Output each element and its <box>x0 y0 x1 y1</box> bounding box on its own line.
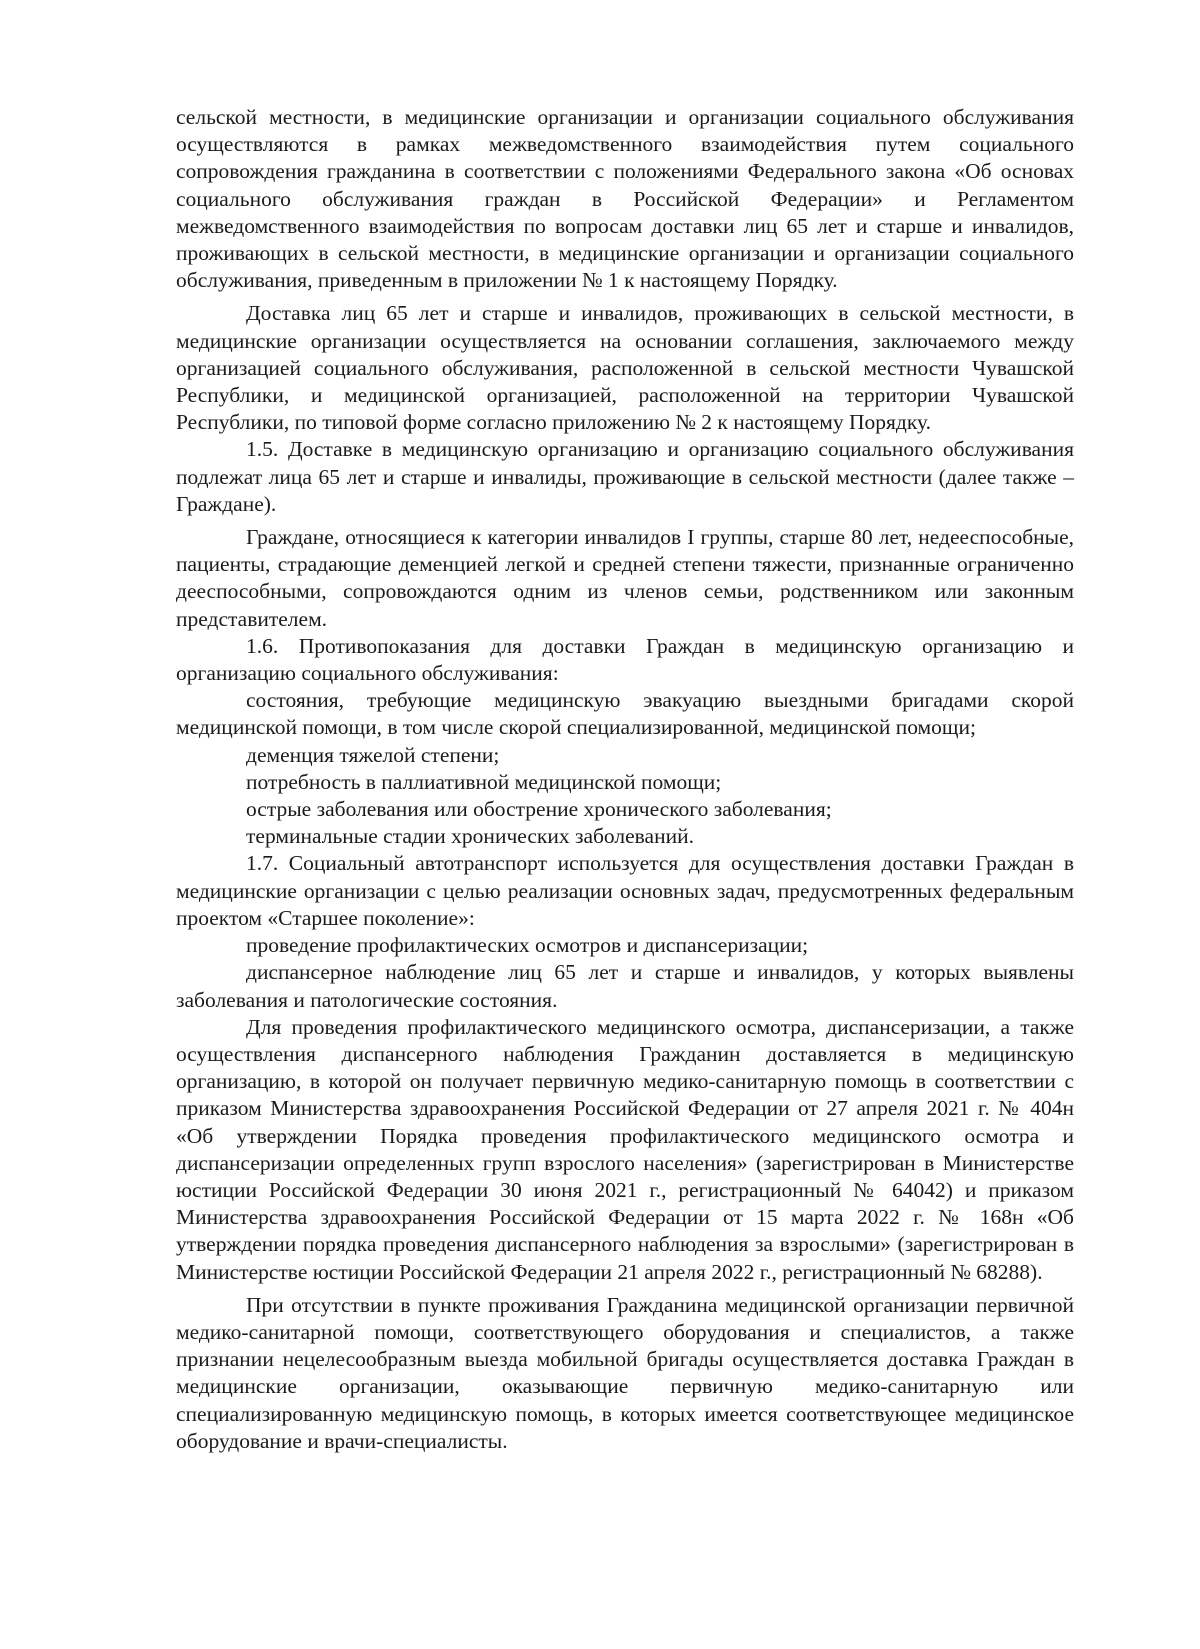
contraindication-item: состояния, требующие медицинскую эвакуацию выездными бригадами скорой медицинской помощи, в том числе скорой специализированной, медицинской помощи; <box>176 688 1074 740</box>
paragraph-accompanied-citizens: Граждане, относящиеся к категории инвалидов I группы, старше 80 лет, недееспособные, пациенты, страдающие деменцией легкой и средней степени тяжести, признанные ограниченно дееспособными, сопровождаются одним из членов семьи, родственником или законным представителем. <box>176 525 1074 631</box>
paragraph-continuation: сельской местности, в медицинские организации и организации социального обслуживания осуществляются в рамках межведомственного взаимодействия путем социального сопровождения гражданина в соответствии с положениями Федерального закона «Об основах социального обслуживания граждан в Российской Федерации» и Регламентом межведомственного взаимодействия по вопросам доставки лиц 65 лет и старше и инвалидов, проживающих в сельской местности, в медицинские организации и организации социального обслуживания, приведенным в приложении № 1 к настоящему Порядку. <box>176 105 1074 293</box>
task-item: диспансерное наблюдение лиц 65 лет и старше и инвалидов, у которых выявлены заболевания и патологические состояния. <box>176 960 1074 1012</box>
contraindication-item: терминальные стадии хронических заболеваний. <box>246 824 694 849</box>
paragraph-1-6: 1.6. Противопоказания для доставки Граждан в медицинскую организацию и организацию социального обслуживания: <box>176 633 1074 686</box>
paragraph-delivery-agreement: Доставка лиц 65 лет и старше и инвалидов, проживающих в сельской местности, в медицинские организации осуществляется на основании соглашения, заключаемого между организацией социального обслуживания, расположенной в сельской местности Чувашской Республики, и медицинской организацией, расположенной на территории Чувашской Республики, по типовой форме согласно приложению № 2 к настоящему Порядку. <box>176 301 1074 435</box>
paragraph-absence-of-organization: При отсутствии в пункте проживания Гражданина медицинской организации первичной медико-санитарной помощи, соответствующего оборудования и специалистов, а также признании нецелесообразным выезда мобильной бригады осуществляется доставка Граждан в медицинские организации, оказывающие первичную медико-санитарную или специализированную медицинскую помощь, в которых имеется соответствующее медицинское оборудование и врачи-специалисты. <box>176 1292 1074 1453</box>
task-item: проведение профилактических осмотров и диспансеризации; <box>246 933 809 958</box>
paragraph-1-5: 1.5. Доставке в медицинскую организацию и организацию социального обслуживания подлежат лица 65 лет и старше и инвалиды, проживающие в сельской местности (далее также – Граждане). <box>176 437 1074 516</box>
contraindication-item: потребность в паллиативной медицинской помощи; <box>246 769 722 794</box>
paragraph-1-7: 1.7. Социальный автотранспорт используется для осуществления доставки Граждан в медицинские организации с целью реализации основных задач, предусмотренных федеральным проектом «Старшее поколение»: <box>176 851 1074 930</box>
contraindication-item: острые заболевания или обострение хронического заболевания; <box>246 797 832 822</box>
paragraph-medical-examination: Для проведения профилактического медицинского осмотра, диспансеризации, а также осуществления диспансерного наблюдения Гражданин доставляется в медицинскую организацию, в которой он получает первичную медико-санитарную помощь в соответствии с приказом Министерства здравоохранения Российской Федерации от 27 апреля 2021 г. № 404н «Об утверждении Порядка проведения профилактического медицинского осмотра и диспансеризации определенных групп взрослого населения» (зарегистрирован в Министерстве юстиции Российской Федерации 30 июня 2021 г., регистрационный № 64042) и приказом Министерства здравоохранения Российской Федерации от 15 марта 2022 г. № 168н «Об утверждении порядка проведения диспансерного наблюдения за взрослыми» (зарегистрирован в Министерстве юстиции Российской Федерации 21 апреля 2022 г., регистрационный № 68288). <box>176 1014 1074 1284</box>
contraindication-item: деменция тяжелой степени; <box>246 742 500 767</box>
document-body <box>176 104 1074 1455</box>
